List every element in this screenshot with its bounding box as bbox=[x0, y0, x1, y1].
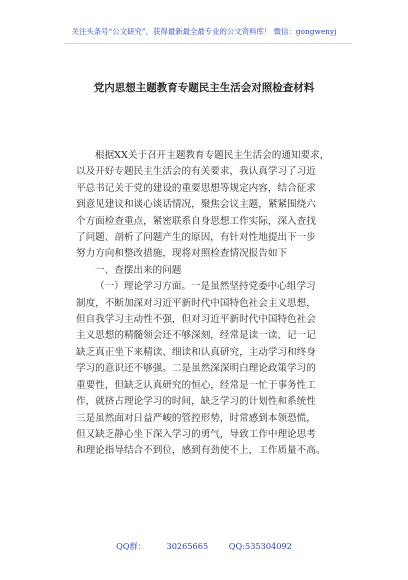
paragraph-line: 但又缺乏静心坐下深入学习的勇气，导致工作中理论思考 bbox=[76, 428, 316, 440]
paragraph-line: 努力方向和整改措施，现将对照检查情况报告如下 bbox=[76, 248, 288, 260]
paragraph-line: 根据XX关于召开主题教育专题民主生活会的通知要求， bbox=[95, 150, 330, 161]
paragraph-line: 个方面检查重点，紧密联系自身思想工作实际，深入查找 bbox=[76, 215, 316, 227]
paragraph-line: 但自我学习主动性不强，但对习近平新时代中国特色社会 bbox=[76, 314, 316, 326]
paragraph-line: 主义思想的精髓领会还不够深刻，经常是读一读、记一记 bbox=[76, 330, 316, 342]
paragraph-line: 重要性，但缺乏认真研究的恒心，经常是一忙于事务性工 bbox=[76, 379, 316, 391]
paragraph-line: 平总书记关于党的建设的重要思想等规定内容，结合征求 bbox=[76, 182, 316, 194]
paragraph-line: 制度，不断加深对习近平新时代中国特色社会主义思想， bbox=[76, 297, 316, 309]
paragraph-line: 三是虽然面对日益严峻的管控形势，时常感到本领恐慌， bbox=[76, 412, 316, 424]
header-divider bbox=[64, 43, 352, 44]
paragraph-line: 学习的意识还不够强。二是虽然深深明白理论政策学习的 bbox=[76, 363, 316, 375]
footer-qq-group: QQ群： 30265665 bbox=[116, 541, 209, 551]
section-heading: 一、查摆出来的问题 bbox=[95, 264, 182, 276]
paragraph-line: 了问题、剖析了问题产生的原因，有针对性地提出下一步 bbox=[76, 232, 316, 244]
paragraph-line: 以及开好专题民主生活会的有关要求，我认真学习了习近 bbox=[76, 166, 316, 178]
paragraph-line: 作，就挤占理论学习的时间，缺乏学习的计划性和系统性 bbox=[76, 396, 316, 408]
document-title: 党内思想主题教育专题民主生活会对照检查材料 bbox=[93, 82, 315, 94]
paragraph-line: 到意见建议和谈心谈话情况，聚焦会议主题，紧紧围绕六 bbox=[76, 199, 316, 211]
footer-contact bbox=[0, 541, 408, 552]
footer-qq-number: QQ:535304092 bbox=[228, 541, 292, 551]
paragraph-line: 和理论指导结合不到位，感到有劲使不上，工作质量不高。 bbox=[76, 445, 326, 457]
document-body bbox=[76, 148, 338, 460]
paragraph-line: 缺乏真正坐下来精读、细读和认真研究，主动学习和终身 bbox=[76, 346, 316, 358]
header-banner: 关注头条号“公文研究”，获得最新最全最专业的公文资料库！ 微信：gongwenyj bbox=[71, 27, 337, 36]
paragraph-line: （一）理论学习方面。一是虽然坚持党委中心组学习 bbox=[95, 281, 316, 293]
